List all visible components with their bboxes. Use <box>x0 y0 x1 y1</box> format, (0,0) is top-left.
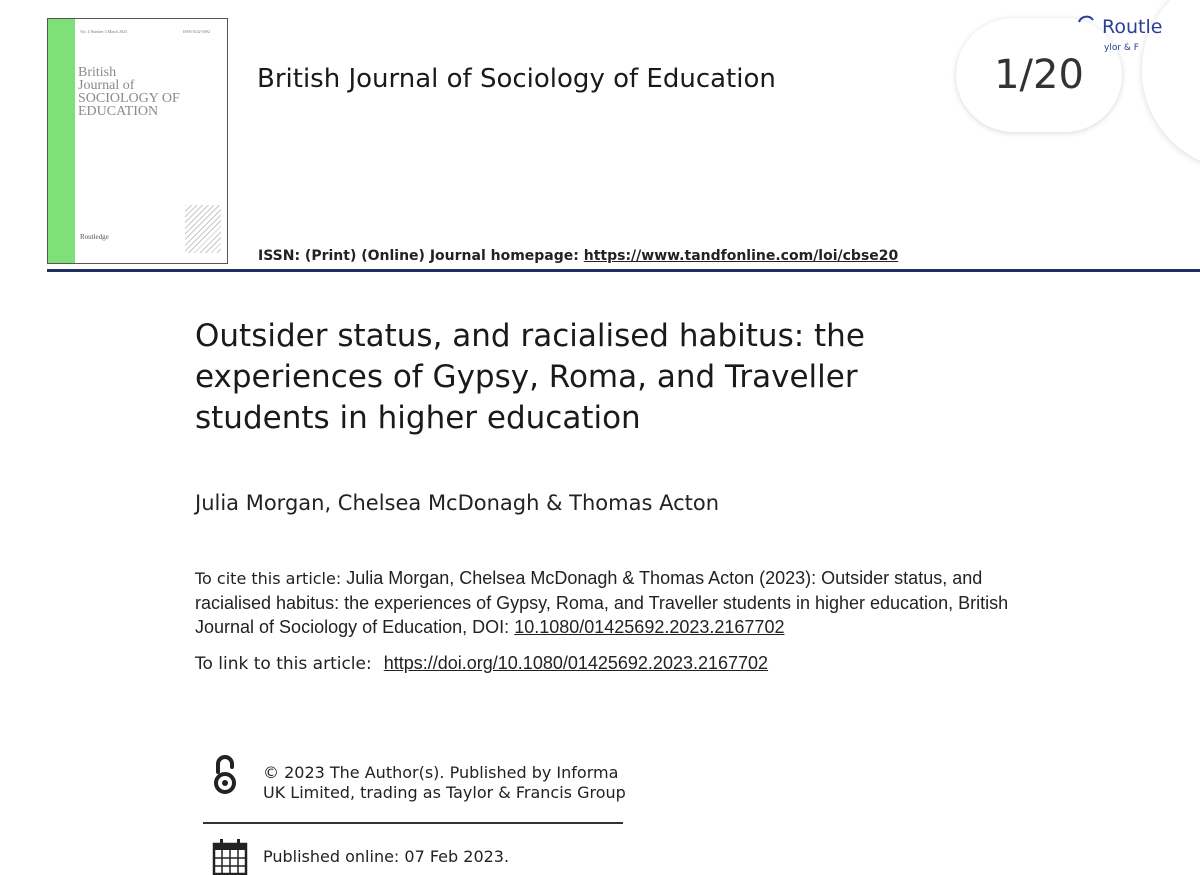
cite-label: To cite this article: <box>195 569 342 588</box>
article-authors: Julia Morgan, Chelsea McDonagh & Thomas Acton <box>195 491 720 515</box>
article-link-line <box>195 653 768 674</box>
citation <box>195 566 1055 639</box>
article-doi-url[interactable]: https://doi.org/10.1080/01425692.2023.2167702 <box>383 653 769 673</box>
cover-issue-info: Vol. 4 Number 3 March 2023 <box>80 29 128 34</box>
open-access-icon <box>212 752 238 796</box>
cite-text: Julia Morgan, Chelsea McDonagh & Thomas Acton (2023): Outsider status, and racialised habitus: the experiences of Gypsy, Roma, and Traveller students in higher education, British Journal of Sociology of Education, DOI: <box>195 568 1009 637</box>
issn-label: ISSN: (Print) (Online) Journal homepage: <box>258 248 584 264</box>
cover-decoration <box>185 205 221 253</box>
copyright-notice: © 2023 The Author(s). Published by Informa UK Limited, trading as Taylor & Francis Group <box>263 763 626 802</box>
cover-stripe <box>48 19 75 263</box>
header-rule <box>47 269 1200 272</box>
article-title: Outsider status, and racialised habitus: the experiences of Gypsy, Roma, and Traveller students in higher education <box>195 318 865 436</box>
calendar-icon <box>212 838 248 875</box>
doi-link[interactable]: 10.1080/01425692.2023.2167702 <box>514 617 785 637</box>
cover-publisher: Routledge <box>80 233 109 241</box>
publisher-logo-text: Routle <box>1102 16 1163 38</box>
page-indicator: 1/20 <box>956 18 1122 132</box>
cover-title: British Journal of SOCIOLOGY OF EDUCATION <box>78 65 180 119</box>
published-date: Published online: 07 Feb 2023. <box>263 847 510 866</box>
journal-name: British Journal of Sociology of Education <box>257 64 776 94</box>
footer-rule <box>203 822 623 824</box>
journal-homepage-link[interactable]: https://www.tandfonline.com/loi/cbse20 <box>583 248 899 264</box>
publisher-logo-subtext: ylor & F <box>1104 43 1139 53</box>
journal-cover-image <box>47 18 228 264</box>
issn-line <box>258 248 898 264</box>
cover-issn: ISSN 0142-5692 <box>183 29 211 34</box>
link-label: To link to this article: <box>195 654 372 674</box>
publisher-logo-icon <box>1076 14 1096 34</box>
